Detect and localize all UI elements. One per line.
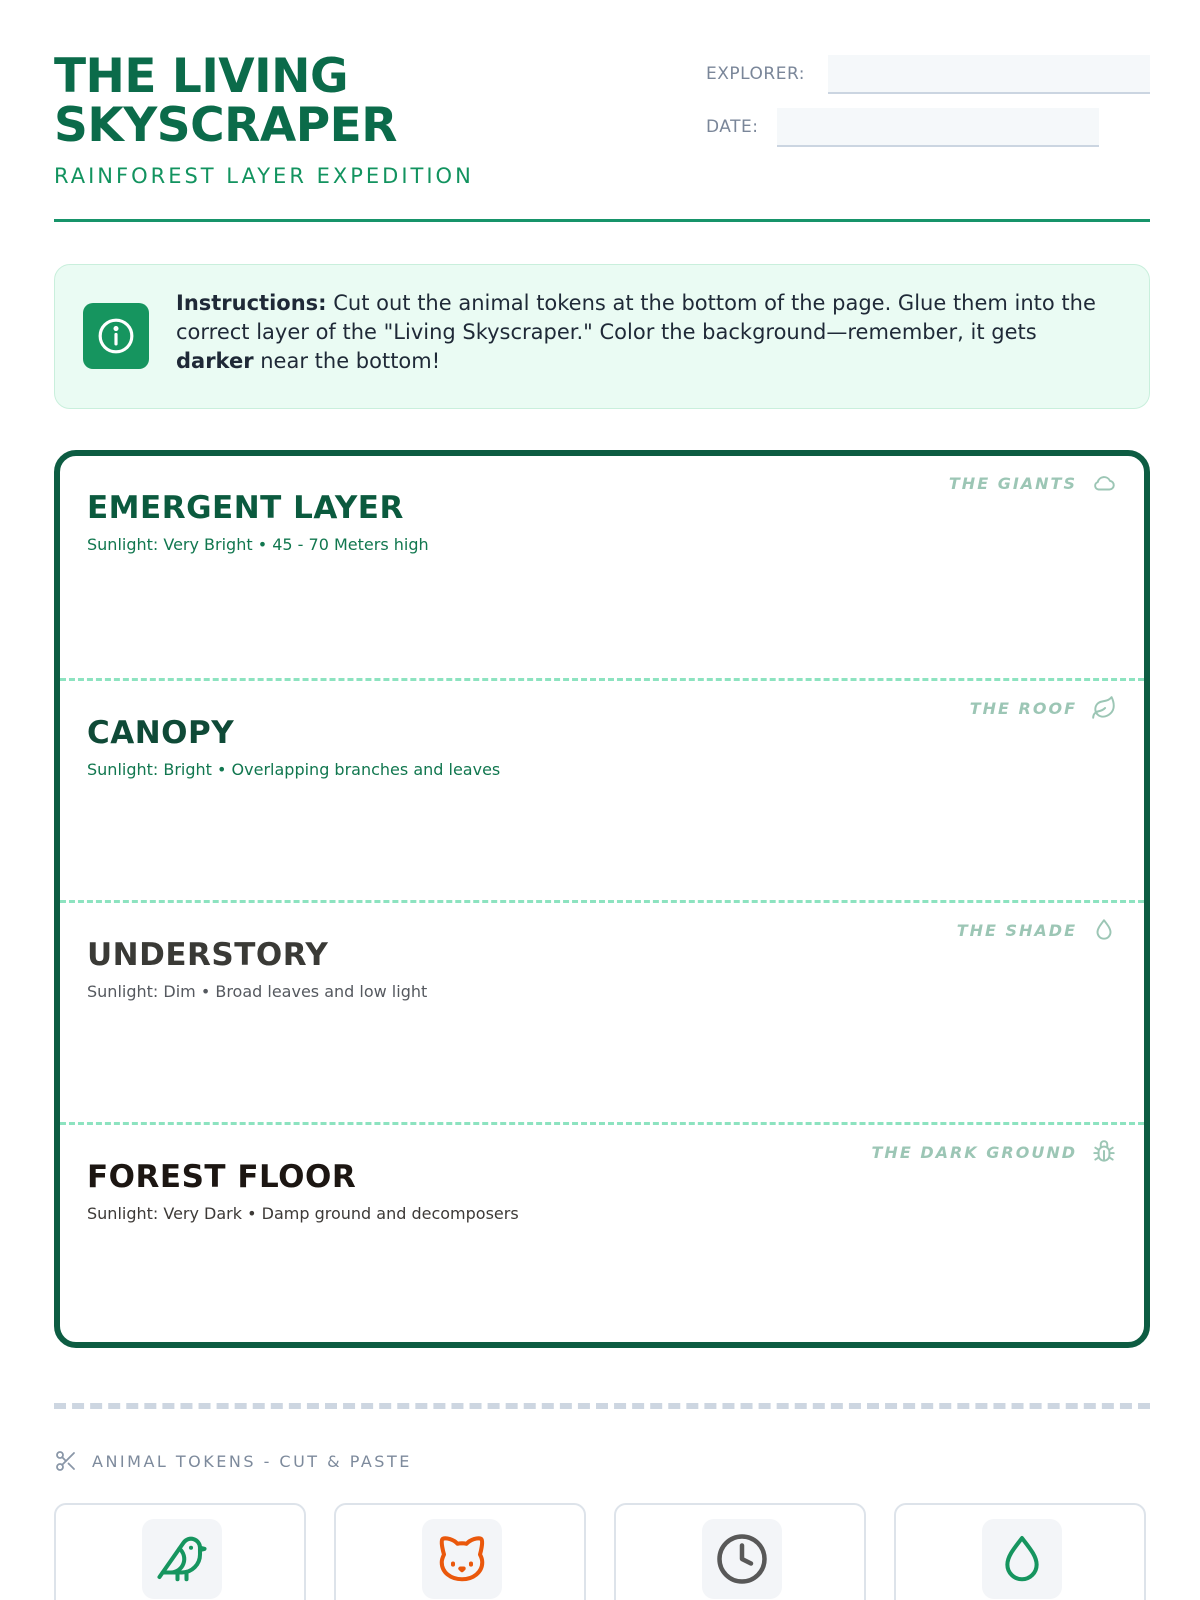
layer-tag <box>970 695 1117 721</box>
info-icon <box>83 303 149 369</box>
layer-tag <box>949 470 1117 496</box>
animal-token-droplet[interactable] <box>894 1503 1146 1600</box>
cloud-icon <box>1091 470 1117 496</box>
tokens-label: ANIMAL TOKENS - CUT & PASTE <box>92 1451 412 1471</box>
skyscraper-diagram <box>54 450 1150 1348</box>
instructions-label: Instructions: <box>176 291 327 315</box>
instructions-end: near the bottom! <box>253 349 441 373</box>
cat-icon <box>422 1519 502 1599</box>
header-divider <box>54 219 1150 222</box>
layer-title: EMERGENT LAYER <box>87 490 404 526</box>
layer-tag <box>872 1139 1117 1165</box>
layer-forest-floor[interactable] <box>60 1122 1144 1344</box>
layer-tag-label: THE ROOF <box>969 698 1077 718</box>
instructions-text <box>176 289 1116 376</box>
date-label: DATE: <box>706 117 759 137</box>
date-field[interactable] <box>777 108 1099 147</box>
layer-tag-label: THE DARK GROUND <box>871 1142 1077 1162</box>
layer-emergent[interactable] <box>60 456 1144 678</box>
title-line-2: SKYSCRAPER <box>54 98 397 153</box>
tokens-header <box>54 1449 412 1473</box>
title-line-1: THE LIVING <box>54 49 349 104</box>
layer-description: Sunlight: Very Bright • 45 - 70 Meters high <box>87 535 429 554</box>
clock-icon <box>702 1519 782 1599</box>
explorer-label: EXPLORER: <box>706 64 805 84</box>
bug-icon <box>1091 1139 1117 1165</box>
layer-description: Sunlight: Bright • Overlapping branches and leaves <box>87 760 501 779</box>
layer-title: CANOPY <box>87 715 235 751</box>
scissors-icon <box>54 1449 78 1473</box>
cut-line <box>54 1403 1150 1409</box>
leaf-icon <box>1091 695 1117 721</box>
layer-tag-label: THE GIANTS <box>948 473 1077 493</box>
layer-tag-label: THE SHADE <box>956 920 1077 940</box>
layer-title: UNDERSTORY <box>87 937 329 973</box>
layer-tag <box>957 917 1117 943</box>
page-subtitle: RAINFOREST LAYER EXPEDITION <box>54 164 474 188</box>
droplet-icon <box>982 1519 1062 1599</box>
layer-title: FOREST FLOOR <box>87 1159 357 1195</box>
layer-description: Sunlight: Very Dark • Damp ground and decomposers <box>87 1204 519 1223</box>
droplet-icon <box>1091 917 1117 943</box>
layer-understory[interactable] <box>60 900 1144 1122</box>
explorer-field[interactable] <box>828 55 1150 94</box>
layer-description: Sunlight: Dim • Broad leaves and low light <box>87 982 428 1001</box>
animal-token-bird[interactable] <box>54 1503 306 1600</box>
instructions-box <box>54 264 1150 409</box>
layer-canopy[interactable] <box>60 678 1144 900</box>
bird-icon <box>142 1519 222 1599</box>
instructions-body: Cut out the animal tokens at the bottom of the page. Glue them into the correct layer of the "Living Skyscraper." Color the background—remember, it gets <box>176 291 1096 344</box>
animal-token-clock[interactable] <box>614 1503 866 1600</box>
animal-token-cat[interactable] <box>334 1503 586 1600</box>
instructions-emphasis: darker <box>176 349 254 373</box>
